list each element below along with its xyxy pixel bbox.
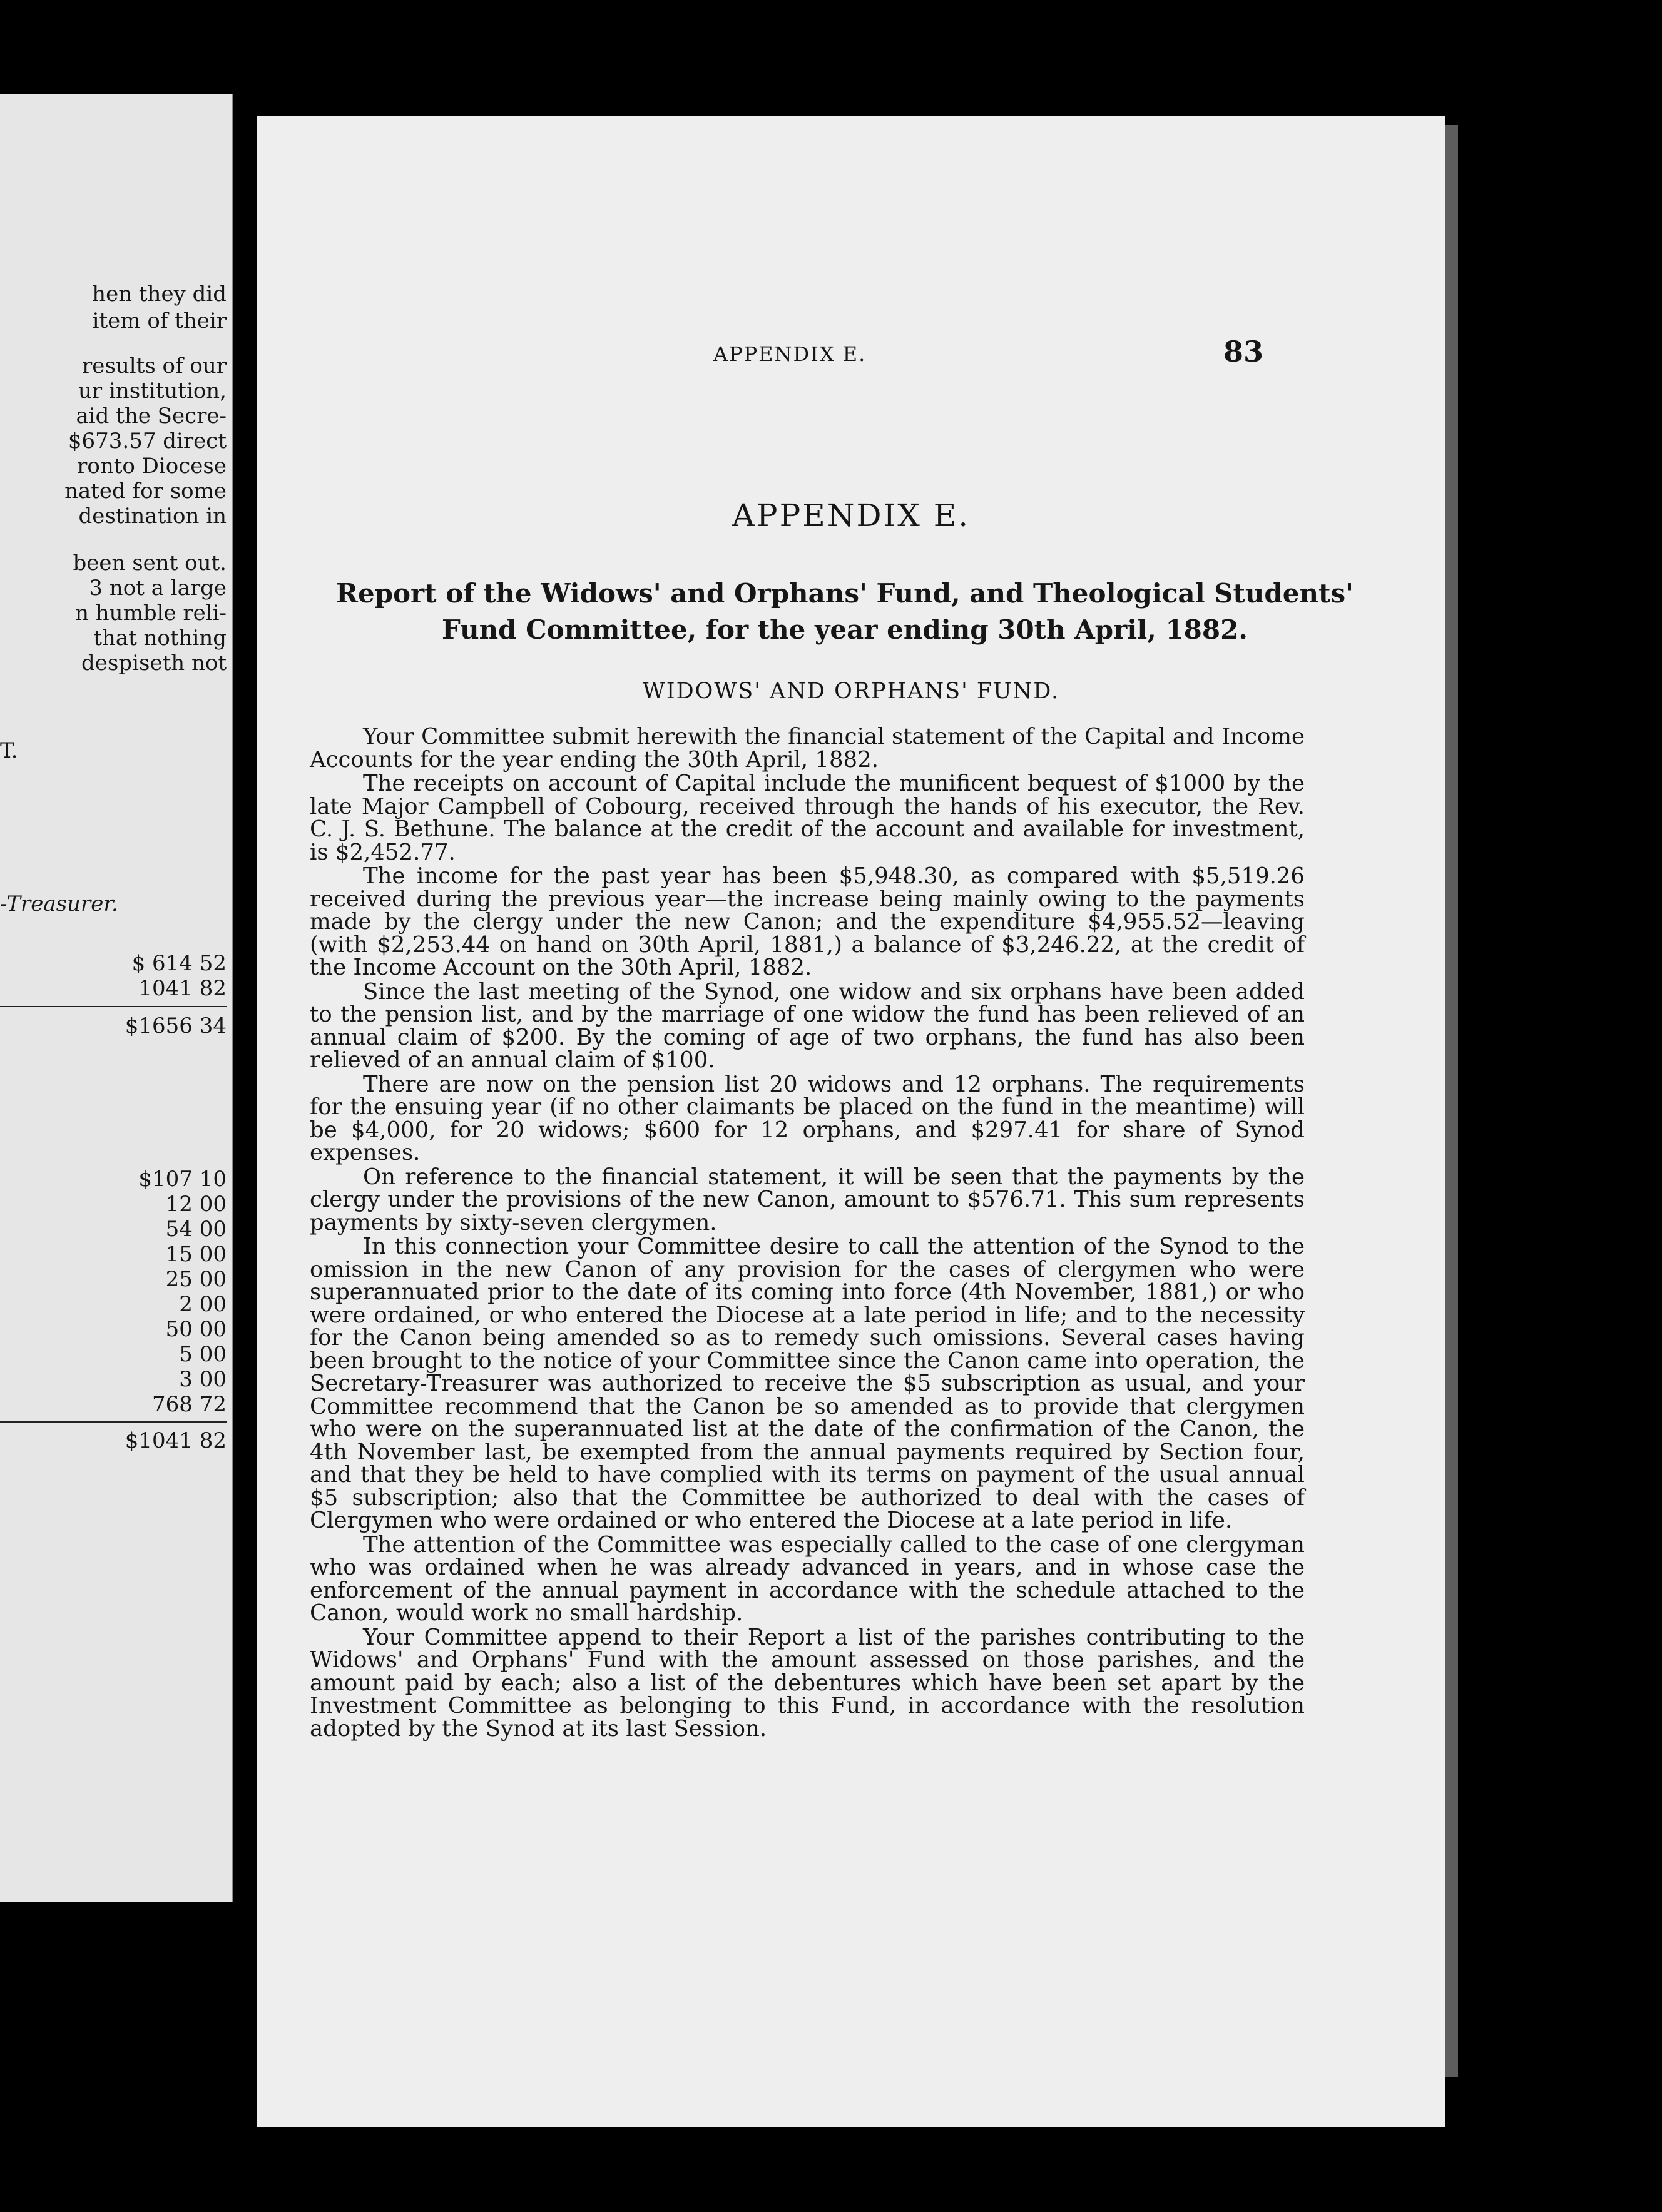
- left-text-line: 3 not a large: [89, 576, 227, 601]
- left-treasurer-fragment: -Treasurer.: [0, 891, 118, 916]
- page-number: 83: [1223, 335, 1264, 368]
- left-text-line: $673.57 direct: [68, 429, 227, 454]
- right-page: [257, 116, 1445, 2127]
- left-text-line: that nothing: [93, 626, 227, 651]
- paragraph: The income for the past year has been $5,948.30, as compared with $5,519.26 received during the previous year—the increase being mainly owing to the payments made by the clergy under the new Canon; and the expenditure $4,955.52—leaving (with $2,253.44 on hand on 30th April, 1881,) a balance of $3,246.22, at the credit of the Income Account on the 30th April, 1882.: [310, 863, 1305, 980]
- left-text-line: aid the Secre-: [76, 403, 227, 429]
- amount-value: $107 10: [138, 1167, 227, 1192]
- paragraph: There are now on the pension list 20 widows and 12 orphans. The requirements for the ensuing year (if no other claimants be placed on the fund in the meantime) will be $4,000, for 20 widows; $600 for 12 orphans, and $297.41 for share of Synod expenses.: [310, 1071, 1305, 1165]
- amount-value: 12 00: [165, 1192, 227, 1217]
- amount-total: $1656 34: [125, 1013, 227, 1038]
- report-title: Report of the Widows' and Orphans' Fund, and Theological Students' Fund Committee, for the year ending 30th April, 1882.: [336, 578, 1354, 645]
- paragraph: In this connection your Committee desire to call the attention of the Synod to the omission in the new Canon of any provision for the cases of clergymen who were superannuated prior to the date of its coming into force (4th November, 1881,) or who were ordained, or who entered the Diocese at a late period in life; and to the necessity for the Canon being amended so as to remedy such omissions. Several cases having been brought to the notice of your Committee since the Canon came into operation, the Secretary-Treasurer was authorized to receive the $5 subscription as usual, and your Committee recommend that the Canon be so amended as to provide that clergymen who were on the superannuated list at the date of the confirmation of the Canon, the 4th November last, be exempted from the annual payments required by Section four, and that they be held to have complied with its terms on payment of the usual annual $5 subscription; also that the Committee be authorized to deal with the cases of Clergymen who were ordained or who entered the Diocese at a late period in life.: [310, 1234, 1305, 1533]
- paragraph: The attention of the Committee was especially called to the case of one clergyman who was ordained when he was already advanced in years, and in whose case the enforcement of the annual payment in accordance with the schedule attached to the Canon, would work no small hardship.: [310, 1531, 1305, 1626]
- amount-value: 54 00: [165, 1217, 227, 1242]
- amount-value: 2 00: [179, 1292, 227, 1317]
- paragraph: The receipts on account of Capital include the munificent bequest of $1000 by the late Major Campbell of Cobourg, received through the hands of his executor, the Rev. C. J. S. Bethune. The balance at the credit of the account and available for investment, is $2,452.77.: [310, 771, 1305, 865]
- left-text-line: hen they did: [92, 282, 227, 307]
- left-text-line: ur institution,: [78, 378, 227, 403]
- paragraph: Since the last meeting of the Synod, one widow and six orphans have been added to the pension list, and by the marriage of one widow the fund has been relieved of an annual claim of $200. By the coming of age of two orphans, the fund has also been relieved of an annual claim of $100.: [310, 978, 1305, 1073]
- amount-value: 3 00: [179, 1367, 227, 1392]
- paragraph: On reference to the financial statement, it will be seen that the payments by the clergy under the provisions of the new Canon, amount to $576.71. This sum represents payments by sixty-seven clergymen.: [310, 1164, 1305, 1235]
- amount-value: 25 00: [165, 1267, 227, 1292]
- amount-total: $1041 82: [125, 1428, 227, 1453]
- appendix-title: APPENDIX E.: [732, 497, 971, 534]
- left-text-line: destination in: [78, 504, 227, 529]
- paragraph: Your Committee submit herewith the financial statement of the Capital and Income Accounts for the year ending the 30th April, 1882.: [310, 724, 1305, 773]
- left-text-line: ronto Diocese: [77, 454, 227, 479]
- left-text-line: despiseth not: [81, 651, 227, 676]
- left-heading-fragment: T.: [0, 738, 18, 763]
- left-page-fragment: [0, 94, 233, 1902]
- running-head: APPENDIX E.: [713, 342, 867, 366]
- report-body: [310, 726, 1305, 1742]
- page-edge-shadow: [1445, 125, 1458, 2077]
- amount-value: 768 72: [152, 1392, 227, 1417]
- amount-value: 5 00: [179, 1342, 227, 1367]
- left-text-line: results of our: [82, 353, 227, 378]
- amount-value: 50 00: [165, 1317, 227, 1342]
- left-text-line: been sent out.: [73, 550, 227, 576]
- left-text-line: nated for some: [64, 479, 227, 504]
- amount-value: 15 00: [165, 1242, 227, 1267]
- paragraph: Your Committee append to their Report a list of the parishes contributing to the Widows' and Orphans' Fund with the amount assessed on those parishes, and the amount paid by each; also a list of the debentures which have been set apart by the Investment Committee as belonging to this Fund, in accordance with the resolution adopted by the Synod at its last Session.: [310, 1624, 1305, 1742]
- sum-rule: [0, 1421, 227, 1423]
- amount-value: 1041 82: [138, 976, 227, 1001]
- sum-rule: [0, 1006, 227, 1007]
- left-text-line: n humble reli-: [75, 601, 227, 626]
- section-title: WIDOWS' AND ORPHANS' FUND.: [642, 679, 1060, 704]
- left-text-line: item of their: [92, 308, 227, 333]
- amount-value: $ 614 52: [131, 951, 227, 976]
